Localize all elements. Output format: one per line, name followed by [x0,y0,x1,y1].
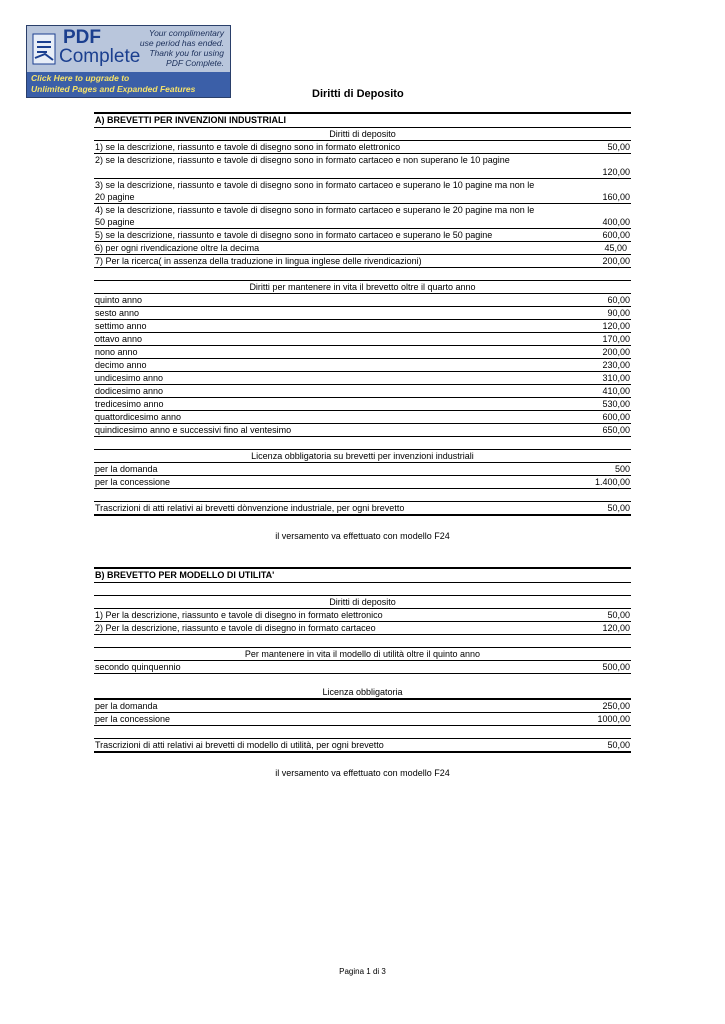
row-label: 5) se la descrizione, riassunto e tavole di disegno sono in formato cartaceo e superano le 50 pagine [95,230,493,240]
row-label: dodicesimo anno [95,386,164,396]
row-label: 3) se la descrizione, riassunto e tavole di disegno sono in formato cartaceo e superano le 10 pagine ma non le 20 pagine [95,180,535,202]
pdf-complete-banner[interactable] [26,25,231,98]
row-label: 1) Per la descrizione, riassunto e tavole di disegno in formato elettronico [95,610,383,620]
page-title: Diritti di Deposito [312,88,404,100]
banner-message-line: Thank you for using [149,48,224,58]
spacer [94,674,631,686]
row-value: 600,00 [602,412,630,422]
row-value: 400,00 [602,217,630,227]
row-label: 1) se la descrizione, riassunto e tavole di disegno sono in formato elettronico [95,142,401,152]
row-value: 90,00 [607,308,630,318]
row-label: quindicesimo anno e successivi fino al ventesimo [95,425,292,435]
upgrade-cta[interactable] [31,73,195,95]
banner-message [124,28,224,68]
spacer [94,268,631,280]
logo-area [27,26,141,72]
row-label: quattordicesimo anno [95,412,182,422]
table-row [94,609,631,622]
row-label: per la concessione [95,714,171,724]
row-value: 60,00 [607,295,630,305]
banner-message-line: PDF Complete. [166,58,224,68]
table-row [94,359,631,372]
row-label: sesto anno [95,308,140,318]
spacer [94,583,631,595]
table-row [94,346,631,359]
row-label: Trascrizioni di atti relativi ai brevetti di modello di utilità, per ogni brevetto [95,740,384,750]
table-row [94,154,631,179]
table-row [94,294,631,307]
row-label: ottavo anno [95,334,143,344]
row-label: 2) se la descrizione, riassunto e tavole di disegno sono in formato cartaceo e non superano le 10 pagine [95,155,510,165]
row-label: 4) se la descrizione, riassunto e tavole di disegno sono in formato cartaceo e superano le 20 pagine ma non le 50 pagine [95,205,535,227]
table-row [94,738,631,753]
spacer [94,437,631,449]
page-number: Pagina 1 di 3 [339,967,386,976]
pdf-logo-icon [31,32,57,66]
spacer [94,753,631,767]
table-row [94,333,631,346]
spacer [94,635,631,647]
banner-message-line: use period has ended. [139,38,224,48]
row-label: per la domanda [95,701,158,711]
row-value: 50,00 [607,503,630,513]
row-value: 410,00 [602,386,630,396]
table-row [94,661,631,674]
payment-note: il versamento va effettuato con modello F24 [275,531,450,541]
row-value: 230,00 [602,360,630,370]
table-row [94,255,631,268]
row-value: 200,00 [602,347,630,357]
row-label: per la domanda [95,464,158,474]
row-value: 120,00 [602,623,630,633]
document-body [94,112,631,779]
row-value: 120,00 [602,167,630,177]
cta-line[interactable]: Click Here to upgrade to [31,73,130,83]
table-row [94,411,631,424]
row-value: 250,00 [602,701,630,711]
section-b-mantenimento-header: Per mantenere in vita il modello di utilità oltre il quinto anno [94,647,631,661]
upgrade-link[interactable] [27,72,230,97]
row-value: 50,00 [607,740,630,750]
row-value: 50,00 [607,610,630,620]
table-row [94,141,631,154]
table-row [94,204,631,229]
row-label: Trascrizioni di atti relativi ai brevetti dònvenzione industriale, per ogni brevetto [95,503,405,513]
row-value: 1.400,00 [594,477,630,487]
banner-top [27,26,230,72]
row-label: settimo anno [95,321,147,331]
section-a-heading: A) BREVETTI PER INVENZIONI INDUSTRIALI [94,112,631,128]
row-value: 500 [614,464,630,474]
table-row [94,242,631,255]
row-label: tredicesimo anno [95,399,164,409]
banner-message-line: Your complimentary [148,28,224,38]
section-a-mantenimento-header: Diritti per mantenere in vita il brevetto oltre il quarto anno [94,280,631,294]
row-label: 6) per ogni rivendicazione oltre la decima [95,243,260,253]
table-row [94,424,631,437]
row-value: 650,00 [602,425,630,435]
row-label: 2) Per la descrizione, riassunto e tavole di disegno in formato cartaceo [95,623,376,633]
table-row [94,476,631,489]
section-b-heading: B) BREVETTO PER MODELLO DI UTILITA' [94,567,631,583]
spacer [94,726,631,738]
table-row [94,385,631,398]
row-value: 310,00 [602,373,630,383]
row-label: quinto anno [95,295,143,305]
row-value: 50,00 [607,142,630,152]
brand-pdf: PDF [63,27,101,48]
spacer [94,542,631,567]
row-value: 1000,00 [597,714,630,724]
row-label: decimo anno [95,360,147,370]
brand-complete: Complete [59,46,141,67]
row-value: 160,00 [602,192,630,202]
payment-note: il versamento va effettuato con modello F24 [275,768,450,778]
section-b-licenza-header: Licenza obbligatoria [94,686,631,699]
table-row [94,713,631,726]
row-value: 120,00 [602,321,630,331]
row-value: 45,00 [604,243,627,253]
section-a-licenza-header: Licenza obbligatoria su brevetti per invenzioni industriali [94,449,631,463]
spacer [94,489,631,501]
table-row [94,372,631,385]
table-row [94,179,631,204]
table-row [94,699,631,713]
section-b-deposito-header: Diritti di deposito [94,595,631,609]
row-value: 200,00 [602,256,630,266]
row-value: 170,00 [602,334,630,344]
row-value: 600,00 [602,230,630,240]
table-row [94,463,631,476]
table-row [94,320,631,333]
table-row [94,398,631,411]
spacer [94,516,631,530]
table-row [94,229,631,242]
row-value: 530,00 [602,399,630,409]
row-value: 500,00 [602,662,630,672]
row-label: undicesimo anno [95,373,164,383]
row-label: nono anno [95,347,138,357]
table-row [94,307,631,320]
row-label: per la concessione [95,477,171,487]
row-label: 7) Per la ricerca( in assenza della traduzione in lingua inglese delle rivendicazioni) [95,256,422,266]
table-row [94,501,631,516]
table-row [94,622,631,635]
section-a-deposito-header: Diritti di deposito [94,128,631,141]
cta-line[interactable]: Unlimited Pages and Expanded Features [31,84,196,94]
row-label: secondo quinquennio [95,662,181,672]
